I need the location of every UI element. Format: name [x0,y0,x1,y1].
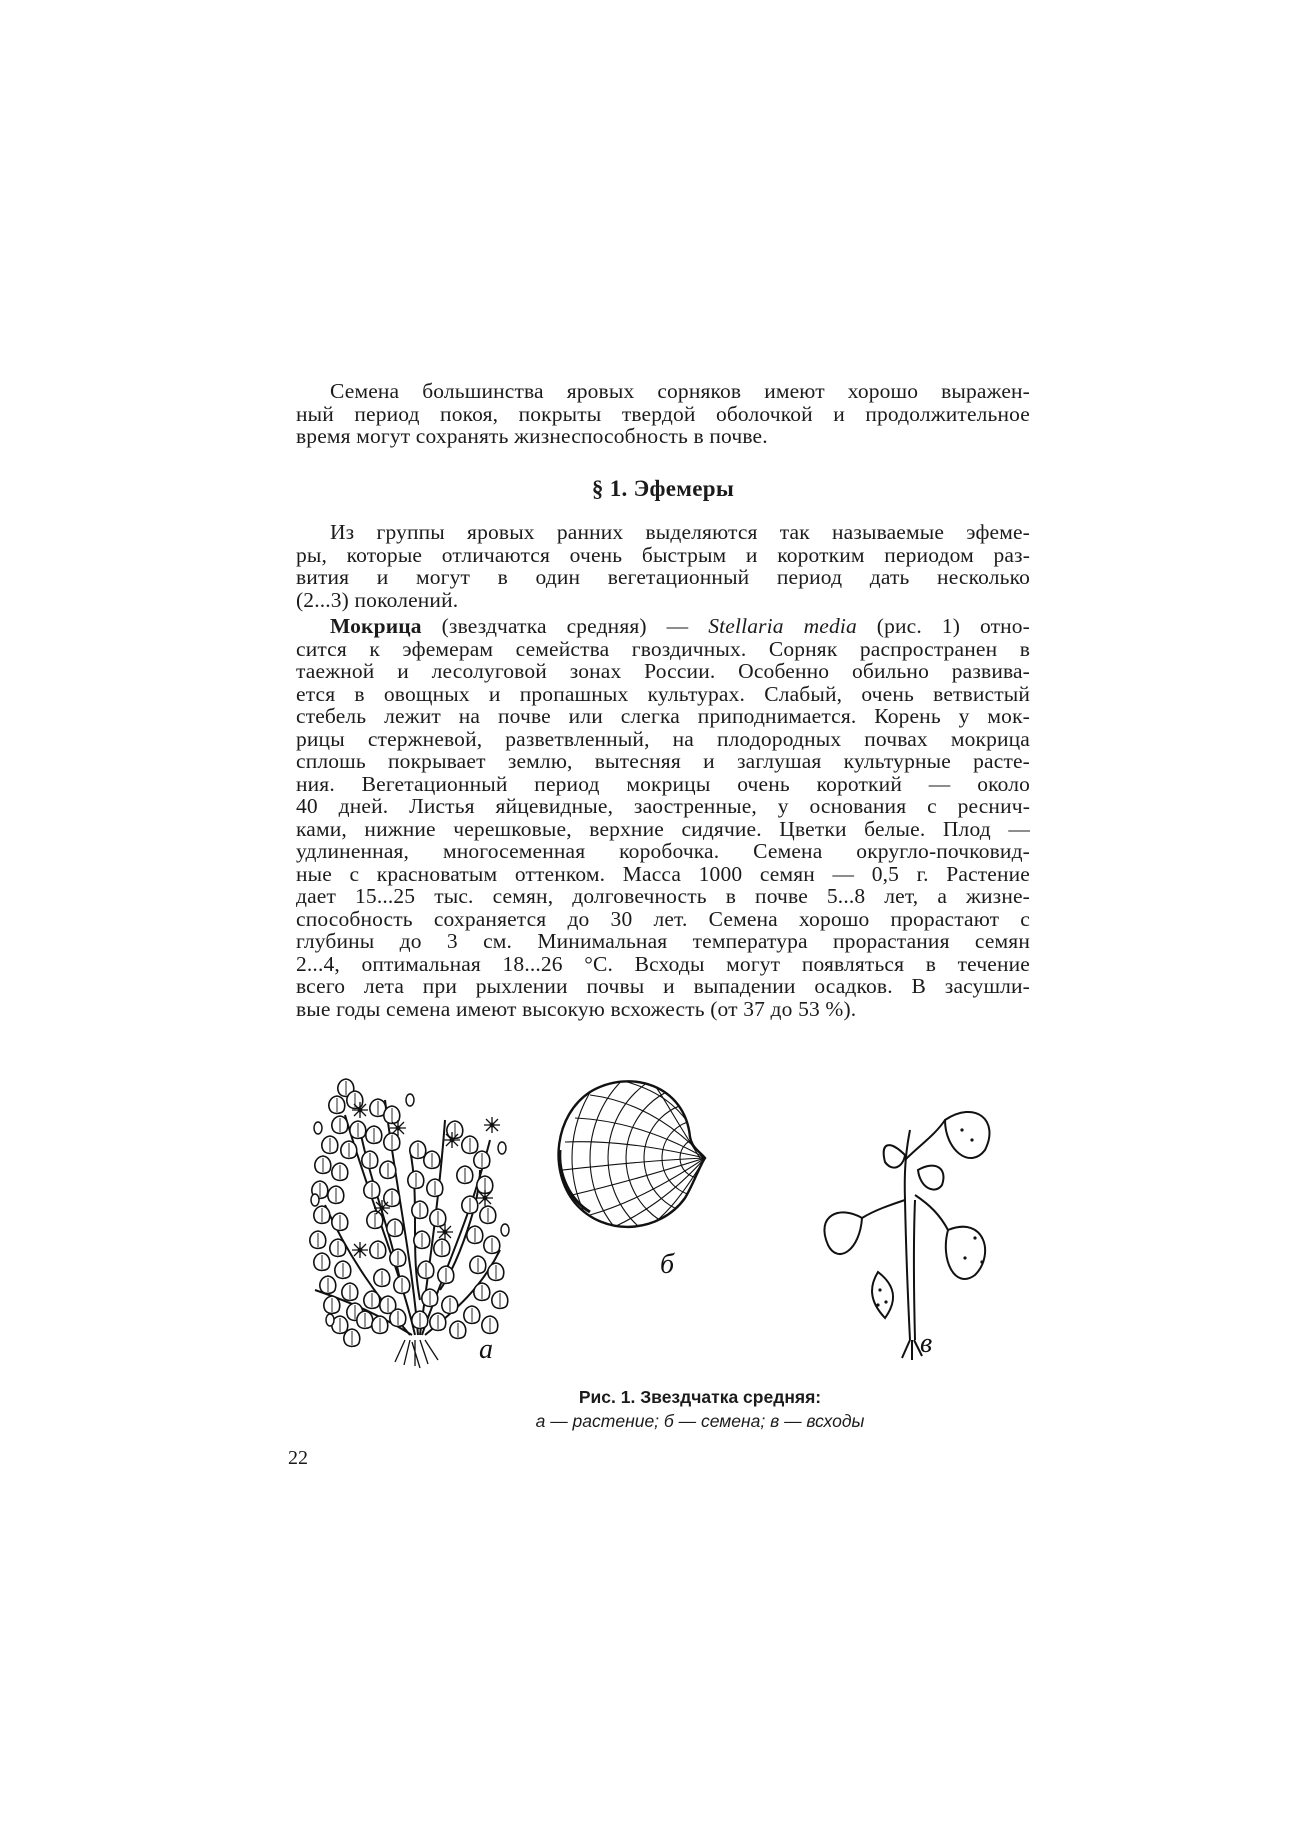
para2-line: удлиненная, многосеменная коробочка. Семена округло-почковид- [296,839,1030,863]
label-seed: б [660,1249,675,1280]
intro-line-1: Семена большинства яровых сорняков имеют хорошо выражен- [330,379,1030,403]
para1-line-4: (2...3) поколений. [296,587,459,612]
para2-line: 2...4, оптимальная 18...26 °С. Всходы могут появляться в течение [296,951,1030,976]
caption-legend: а — растение; б — семена; в — всходы [535,1411,865,1431]
para2-line: ками, нижние черешковые, верхние сидячие. Цветки белые. Плод — [296,816,1030,841]
para2-line: стебель лежит на почве или слегка приподнимается. Корень у мок- [296,704,1030,728]
para2-line: сплошь покрывает землю, вытесняя и заглушая культурные расте- [296,749,1030,773]
para1-line-1: Из группы яровых ранних выделяются так называемые эфеме- [330,520,1030,544]
term-common-name: (звездчатка средняя) — [421,614,709,638]
label-plant: а [479,1334,493,1365]
intro-line-2: ный период покоя, покрыты твердой оболочкой и продолжительное [296,401,1030,426]
para2-line: рицы стержневой, разветвленный, на плодородных почвах мокрица [296,726,1030,751]
label-seedling: в [920,1328,933,1359]
seed-drawing [559,1030,828,1286]
para2-line: ния. Вегетационный период мокрицы очень короткий — около [296,771,1030,796]
figure-caption [440,1385,960,1433]
para2-line: 40 дней. Листья яйцевидные, заостренные, у основания с реснич- [296,794,1030,818]
section-heading: § 1. Эфемеры [591,476,735,501]
plant-drawing [310,1079,509,1368]
para2-line: глубины до 3 см. Минимальная температура прорастания семян [296,929,1030,953]
stellaria-paragraph [296,615,1030,1020]
para2-line: таежной и лесолуговой зонах России. Особенно обильно развива- [296,659,1030,683]
caption-title: Рис. 1. Звездчатка средняя: [578,1387,822,1407]
para2-line: вые годы семена имеют высокую всхожесть (от 37 до 53 %). [296,996,857,1021]
term-stellaria: Мокрица [330,614,422,638]
seedling-drawing [824,1112,989,1360]
intro-paragraph [296,380,1030,448]
para2-line: сится к эфемерам семейства гвоздичных. Сорняк распространен в [296,636,1030,661]
para2-line: дает 15...25 тыс. семян, долговечность в почве 5...8 лет, а жизне- [296,884,1030,908]
latin-name: Stellaria media [708,614,857,638]
para2-line-1 [296,615,1030,638]
para2-line: ется в овощных и пропашных культурах. Слабый, очень ветвистый [296,681,1030,706]
page-number: 22 [288,1447,308,1469]
para1-line-3: вития и могут в один вегетационный период дать несколько [296,565,1030,589]
para2-line: ные с красноватым оттенком. Масса 1000 семян — 0,5 г. Растение [296,861,1030,886]
intro-line-3: время могут сохранять жизнеспособность в почве. [296,424,768,448]
para2-line: способность сохраняется до 30 лет. Семена хорошо прорастают с [296,906,1030,931]
ephemera-paragraph [296,521,1030,611]
para1-line-2: ры, которые отличаются очень быстрым и коротким периодом раз- [296,542,1030,567]
para2-line: всего лета при рыхлении почвы и выпадении осадков. В засушли- [296,974,1030,998]
figure-reference: (рис. 1) отно- [856,614,1030,638]
